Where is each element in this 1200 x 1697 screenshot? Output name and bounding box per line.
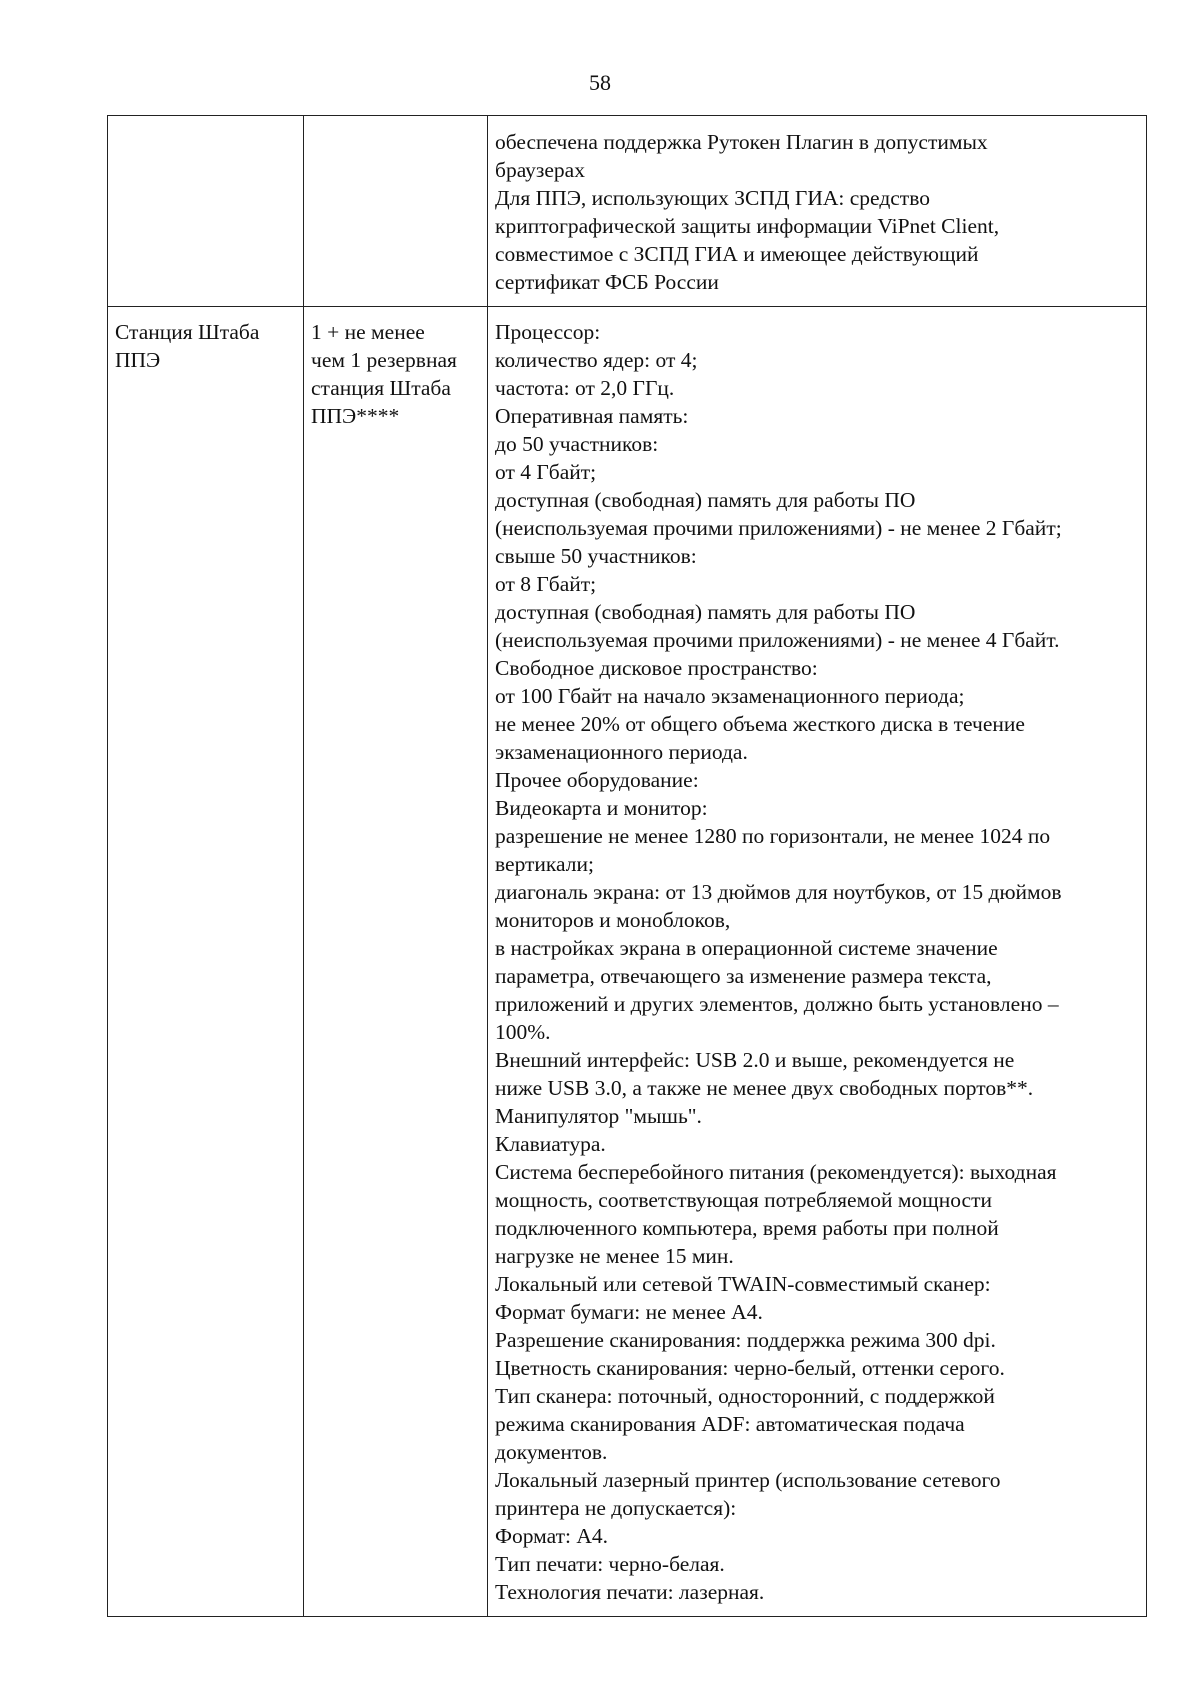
- requirement-line: свыше 50 участников:: [495, 544, 697, 568]
- table-row: [108, 116, 1147, 307]
- station-name-line: Станция Штаба: [115, 320, 260, 344]
- requirement-line: Локальный или сетевой TWAIN-совместимый сканер:: [495, 1272, 991, 1296]
- quantity-line: чем 1 резервная: [311, 348, 457, 372]
- table-row: [108, 307, 1147, 1617]
- requirement-line: Система бесперебойного питания (рекомендуется): выходная: [495, 1160, 1057, 1184]
- requirement-line: доступная (свободная) память для работы ПО: [495, 488, 916, 512]
- requirement-line: сертификат ФСБ России: [495, 270, 719, 294]
- requirement-line: Оперативная память:: [495, 404, 689, 428]
- requirements-cell: [488, 307, 1147, 1617]
- requirement-line: документов.: [495, 1440, 608, 1464]
- requirement-line: обеспечена поддержка Рутокен Плагин в допустимых: [495, 130, 988, 154]
- requirement-line: Процессор:: [495, 320, 601, 344]
- requirement-line: (неиспользуемая прочими приложениями) - не менее 2 Гбайт;: [495, 516, 1062, 540]
- requirement-line: Внешний интерфейс: USB 2.0 и выше, рекомендуется не: [495, 1048, 1015, 1072]
- requirement-line: браузерах: [495, 158, 585, 182]
- requirement-line: Формат: А4.: [495, 1524, 609, 1548]
- quantity-line: ППЭ****: [311, 404, 400, 428]
- requirement-line: мониторов и моноблоков,: [495, 908, 731, 932]
- requirement-line: режима сканирования ADF: автоматическая подача: [495, 1412, 965, 1436]
- quantity-line: станция Штаба: [311, 376, 451, 400]
- quantity-cell: [304, 116, 488, 307]
- requirement-line: от 4 Гбайт;: [495, 460, 597, 484]
- requirement-line: Свободное дисковое пространство:: [495, 656, 818, 680]
- requirement-line: Разрешение сканирования: поддержка режима 300 dpi.: [495, 1328, 996, 1352]
- requirement-line: Клавиатура.: [495, 1132, 606, 1156]
- quantity-cell: [304, 307, 488, 1617]
- requirement-line: Прочее оборудование:: [495, 768, 699, 792]
- requirement-line: Технология печати: лазерная.: [495, 1580, 765, 1604]
- station-name-line: ППЭ: [115, 348, 161, 372]
- requirement-line: приложений и других элементов, должно быть установлено –: [495, 992, 1059, 1016]
- requirement-line: 100%.: [495, 1020, 551, 1044]
- quantity-line: 1 + не менее: [311, 320, 425, 344]
- requirement-line: криптографической защиты информации ViPnet Client,: [495, 214, 1000, 238]
- requirement-line: количество ядер: от 4;: [495, 348, 698, 372]
- requirement-line: в настройках экрана в операционной системе значение: [495, 936, 998, 960]
- requirement-line: мощность, соответствующая потребляемой мощности: [495, 1188, 992, 1212]
- requirement-line: Тип печати: черно-белая.: [495, 1552, 725, 1576]
- requirement-line: разрешение не менее 1280 по горизонтали, не менее 1024 по: [495, 824, 1051, 848]
- requirement-line: Манипулятор "мышь".: [495, 1104, 702, 1128]
- requirements-table: [107, 115, 1147, 1617]
- requirement-line: Для ППЭ, использующих ЗСПД ГИА: средство: [495, 186, 930, 210]
- requirements-cell: [488, 116, 1147, 307]
- requirement-line: подключенного компьютера, время работы при полной: [495, 1216, 999, 1240]
- station-name-cell: [108, 116, 304, 307]
- requirement-line: от 8 Гбайт;: [495, 572, 597, 596]
- requirement-line: экзаменационного периода.: [495, 740, 748, 764]
- requirement-line: нагрузке не менее 15 мин.: [495, 1244, 734, 1268]
- requirement-line: (неиспользуемая прочими приложениями) - не менее 4 Гбайт.: [495, 628, 1060, 652]
- page-number: 58: [589, 70, 611, 95]
- requirement-line: частота: от 2,0 ГГц.: [495, 376, 675, 400]
- requirement-line: доступная (свободная) память для работы ПО: [495, 600, 916, 624]
- requirement-line: принтера не допускается):: [495, 1496, 737, 1520]
- requirement-line: до 50 участников:: [495, 432, 659, 456]
- requirement-line: ниже USB 3.0, а также не менее двух свободных портов**.: [495, 1076, 1034, 1100]
- requirement-line: от 100 Гбайт на начало экзаменационного периода;: [495, 684, 965, 708]
- requirement-line: совместимое с ЗСПД ГИА и имеющее действующий: [495, 242, 979, 266]
- requirement-line: Локальный лазерный принтер (использование сетевого: [495, 1468, 1001, 1492]
- requirement-line: Формат бумаги: не менее А4.: [495, 1300, 763, 1324]
- requirement-line: Видеокарта и монитор:: [495, 796, 708, 820]
- requirement-line: параметра, отвечающего за изменение размера текста,: [495, 964, 992, 988]
- requirement-line: Цветность сканирования: черно-белый, оттенки серого.: [495, 1356, 1005, 1380]
- requirement-line: вертикали;: [495, 852, 594, 876]
- station-name-cell: [108, 307, 304, 1617]
- requirement-line: Тип сканера: поточный, односторонний, с поддержкой: [495, 1384, 995, 1408]
- requirement-line: не менее 20% от общего объема жесткого диска в течение: [495, 712, 1025, 736]
- requirement-line: диагональ экрана: от 13 дюймов для ноутбуков, от 15 дюймов: [495, 880, 1062, 904]
